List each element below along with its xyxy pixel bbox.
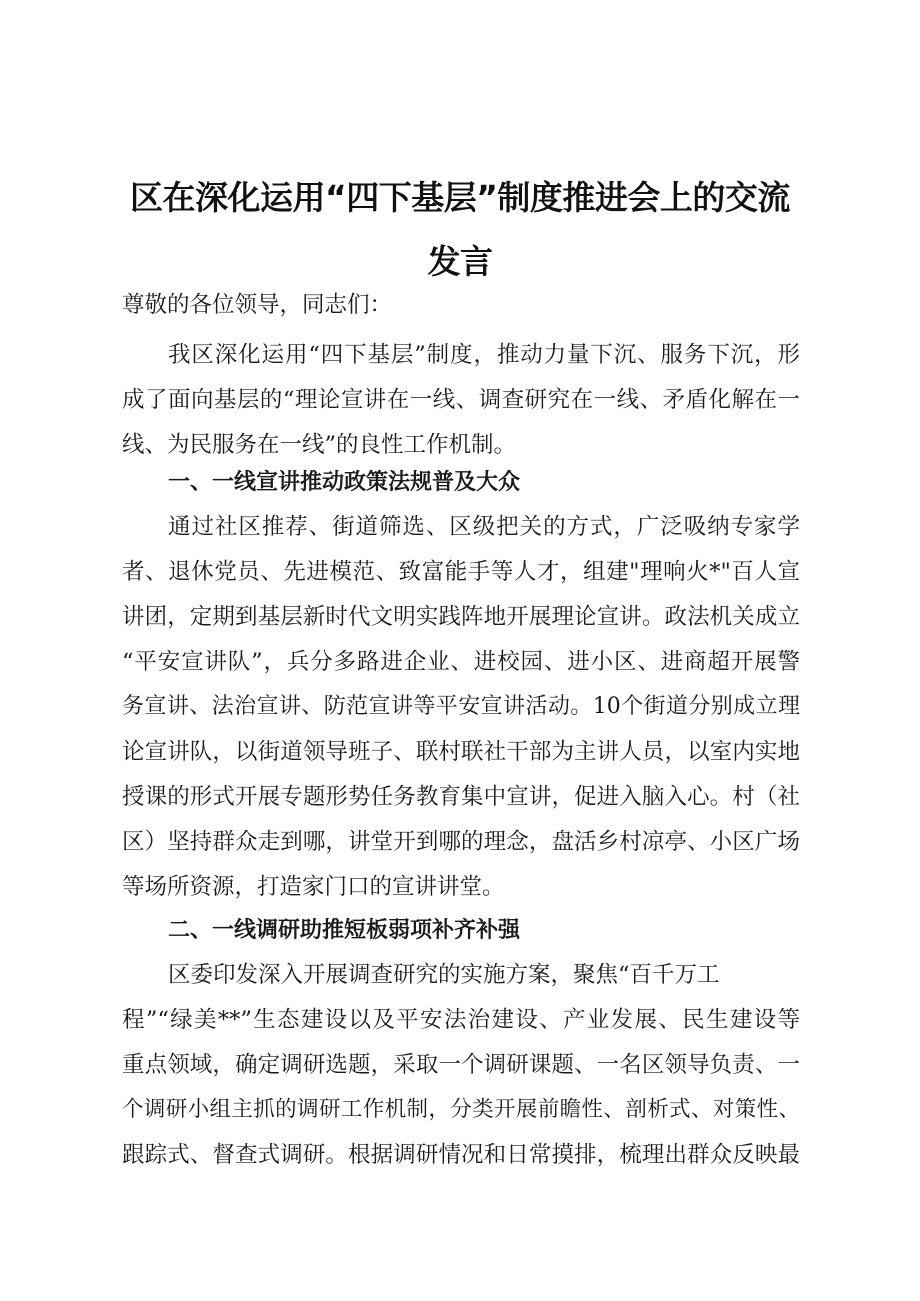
intro-line-3: 线、为民服务在一线”的良性工作机制。 [122, 432, 517, 458]
section-1-line-8: 区）坚持群众走到哪，讲堂开到哪的理念，盘活乡村凉亭、小区广场 [122, 829, 800, 855]
section-2-line-4: 个调研小组主抓的调研工作机制，分类开展前瞻性、剖析式、对策性、 [122, 1097, 800, 1122]
intro-line-2: 成了面向基层的“理论宣讲在一线、调查研究在一线、矛盾化解在一 [122, 387, 800, 413]
section-2-line-2: 程”“绿美**”生态建设以及平安法治建设、产业发展、民生建设等 [122, 1007, 800, 1033]
section-1-line-9: 等场所资源，打造家门口的宣讲讲堂。 [122, 874, 505, 900]
section-2-line-3: 重点领域，确定调研选题，采取一个调研课题、一名区领导负责、一 [122, 1052, 800, 1078]
section-2-heading: 二、一线调研助推短板弱项补齐补强 [168, 918, 521, 943]
section-1-line-3: 讲团，定期到基层新时代文明实践阵地开展理论宣讲。政法机关成立 [122, 604, 800, 630]
document-title-line-2: 发言 [427, 242, 493, 281]
section-1-line-6: 论宣讲队，以街道领导班子、联村联社干部为主讲人员，以室内实地 [122, 739, 800, 765]
section-2-line-5: 跟踪式、督查式调研。根据调研情况和日常摸排，梳理出群众反映最 [122, 1142, 800, 1168]
document-title-line-1: 区在深化运用“四下基层”制度推进会上的交流 [130, 178, 790, 217]
section-1-line-1: 通过社区推荐、街道筛选、区级把关的方式，广泛吸纳专家学 [168, 514, 800, 540]
section-1-line-4: “平安宣讲队”，兵分多路进企业、进校园、进小区、进商超开展警 [122, 649, 800, 675]
intro-line-1: 我区深化运用“四下基层”制度，推动力量下沉、服务下沉，形 [168, 342, 800, 368]
section-1-line-7: 授课的形式开展专题形势任务教育集中宣讲，促进入脑入心。村（社 [122, 784, 800, 810]
salutation: 尊敬的各位领导，同志们： [122, 292, 393, 318]
section-2-line-1: 区委印发深入开展调查研究的实施方案，聚焦“百千万工 [168, 962, 720, 988]
section-1-heading: 一、一线宣讲推动政策法规普及大众 [168, 470, 521, 495]
section-1-line-2: 者、退休党员、先进模范、致富能手等人才，组建"理响火*"百人宣 [122, 559, 800, 585]
section-1-line-5: 务宣讲、法治宣讲、防范宣讲等平安宣讲活动。10个街道分别成立理 [122, 694, 800, 719]
